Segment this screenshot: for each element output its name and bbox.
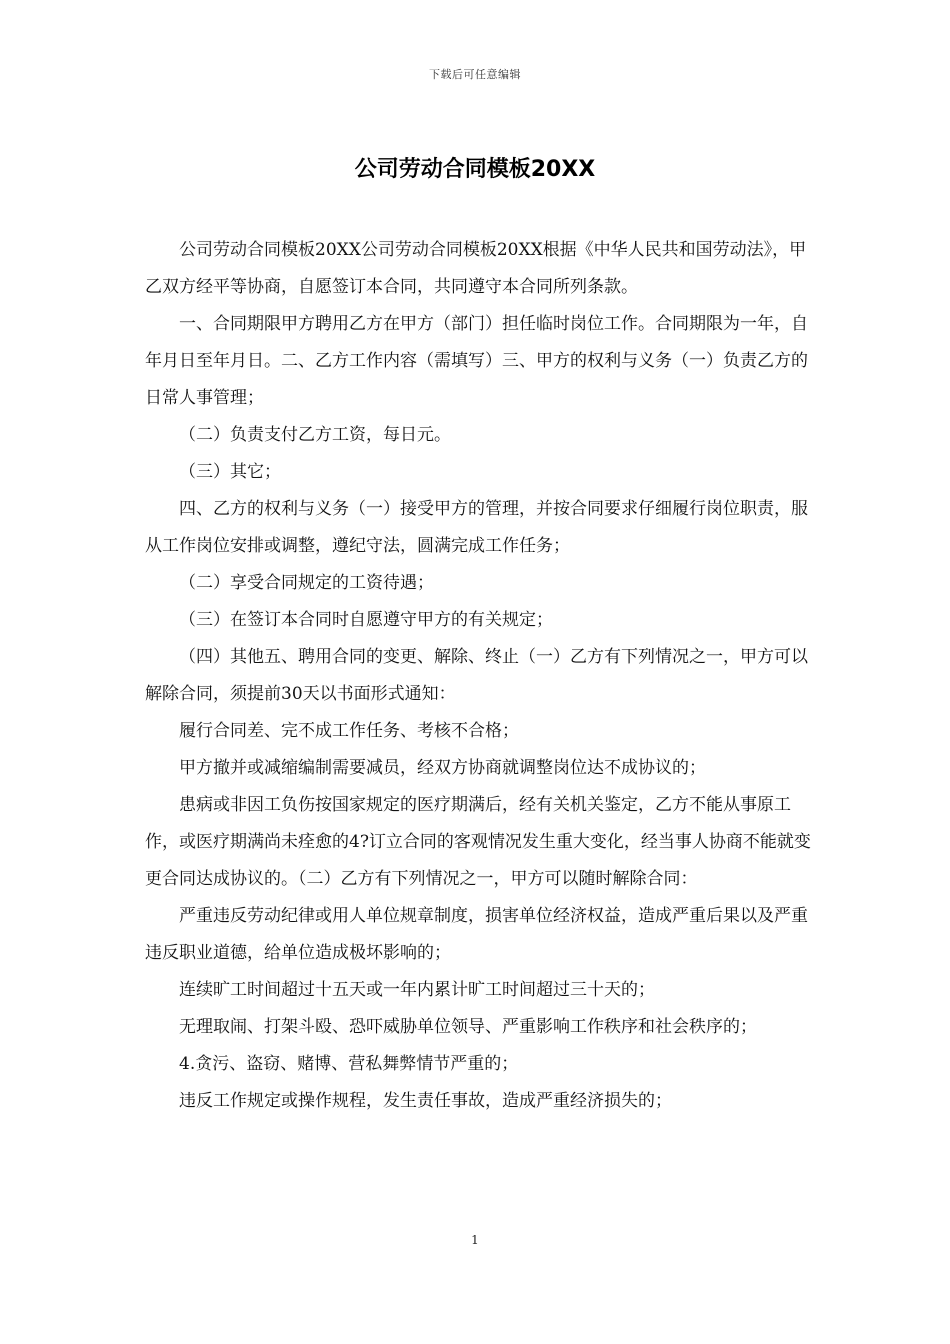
paragraph: （三）在签订本合同时自愿遵守甲方的有关规定； [179, 610, 553, 630]
paragraph: 四、乙方的权利与义务（一）接受甲方的管理，并按合同要求仔细履行岗位职责，服从工作岗位安排或调整，遵纪守法，圆满完成工作任务； [145, 499, 808, 556]
page-title: 公司劳动合同模板20XX [354, 157, 596, 182]
paragraph: 违反工作规定或操作规程，发生责任事故，造成严重经济损失的； [179, 1091, 672, 1111]
document-body [145, 232, 815, 1120]
paragraph: （三）其它； [179, 462, 281, 482]
paragraph: 患病或非因工负伤按国家规定的医疗期满后，经有关机关鉴定，乙方不能从事原工作，或医疗期满尚未痊愈的4?订立合同的客观情况发生重大变化，经当事人协商不能就变更合同达成协议的。（二）乙方有下列情况之一，甲方可以随时解除合同： [145, 795, 811, 889]
paragraph: （二）负责支付乙方工资，每日元。 [179, 425, 451, 445]
paragraph: 严重违反劳动纪律或用人单位规章制度，损害单位经济权益，造成严重后果以及严重违反职业道德，给单位造成极坏影响的； [145, 906, 808, 963]
paragraph: 连续旷工时间超过十五天或一年内累计旷工时间超过三十天的； [179, 980, 655, 1000]
paragraph: （四）其他五、聘用合同的变更、解除、终止（一）乙方有下列情况之一，甲方可以解除合同，须提前30天以书面形式通知： [145, 647, 808, 704]
paragraph: 一、合同期限甲方聘用乙方在甲方（部门）担任临时岗位工作。合同期限为一年，自年月日至年月日。二、乙方工作内容（需填写）三、甲方的权利与义务（一）负责乙方的日常人事管理； [145, 314, 808, 408]
page-number: 1 [471, 1233, 479, 1247]
page-header: 下载后可任意编辑 [429, 68, 521, 81]
paragraph: 4.贪污、盗窃、赌博、营私舞弊情节严重的； [179, 1054, 519, 1074]
paragraph: 履行合同差、完不成工作任务、考核不合格； [179, 721, 519, 741]
paragraph: 无理取闹、打架斗殴、恐吓威胁单位领导、严重影响工作秩序和社会秩序的； [179, 1017, 757, 1037]
paragraph: 甲方撤并或减缩编制需要减员，经双方协商就调整岗位达不成协议的； [179, 758, 706, 778]
paragraph: （二）享受合同规定的工资待遇； [179, 573, 434, 593]
paragraph: 公司劳动合同模板20XX公司劳动合同模板20XX根据《中华人民共和国劳动法》，甲乙双方经平等协商，自愿签订本合同，共同遵守本合同所列条款。 [145, 240, 807, 297]
